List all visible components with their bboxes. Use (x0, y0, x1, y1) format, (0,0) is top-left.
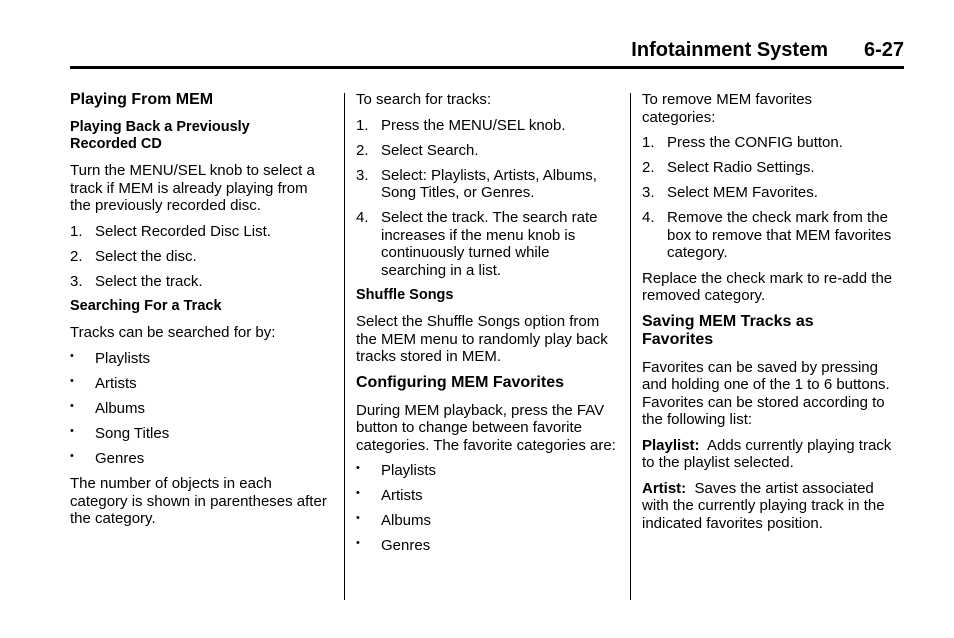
list-text: Select the track. The search rate increases if the menu knob is continuously turned while searching in a list. (381, 209, 598, 279)
definition-text: Adds currently playing track to the playlist selected. (642, 436, 892, 471)
column-2 (356, 91, 618, 563)
bullet-icon: • (70, 349, 74, 362)
list-item (70, 375, 332, 393)
list-item (70, 350, 332, 368)
list-number: 3. (70, 272, 83, 290)
definition-term: Playlist: (642, 436, 700, 454)
numbered-list (356, 117, 618, 280)
list-text: Select: Playlists, Artists, Albums, Song Titles, or Genres. (381, 166, 597, 201)
column-3 (642, 91, 904, 540)
paragraph: To remove MEM favorites categories: (642, 91, 813, 126)
list-item (70, 425, 332, 443)
list-number: 1. (642, 134, 655, 151)
bullet-icon: • (70, 449, 74, 462)
list-text: Song Titles (95, 424, 170, 442)
list-item (70, 223, 332, 241)
list-text: Remove the check mark from the box to remove that MEM favorites category. (667, 209, 892, 261)
list-text: Press the CONFIG button. (667, 134, 843, 151)
list-text: Artists (381, 487, 423, 504)
column-divider (630, 93, 631, 600)
list-number: 1. (356, 116, 369, 134)
bullet-icon: • (356, 537, 360, 549)
list-text: Albums (381, 512, 432, 529)
list-item (356, 512, 618, 530)
definition-term: Artist: (642, 479, 687, 497)
heading-configuring-favorites: Configuring MEM Favorites (356, 373, 564, 391)
numbered-list (70, 223, 332, 291)
list-number: 4. (356, 209, 369, 226)
subheading-playing-back: Playing Back a Previously Recorded CD (70, 119, 250, 152)
list-text: Playlists (381, 462, 437, 479)
definition-artist (642, 480, 904, 533)
list-item (356, 537, 618, 555)
list-number: 3. (356, 166, 369, 184)
column-divider (344, 93, 345, 600)
bullet-icon: • (356, 487, 360, 499)
column-1 (70, 91, 332, 536)
list-item (642, 184, 904, 202)
bullet-icon: • (356, 462, 360, 474)
bullet-icon: • (70, 399, 74, 412)
section-title: Infotainment System (631, 39, 828, 61)
list-text: Press the MENU/SEL knob. (381, 116, 566, 134)
paragraph: During MEM playback, press the FAV button to change between favorite categories. The favorite categories are: (356, 401, 616, 454)
list-number: 2. (356, 141, 369, 159)
list-item (70, 450, 332, 468)
list-item (642, 134, 904, 152)
paragraph: Favorites can be saved by pressing and holding one of the 1 to 6 buttons. Favorites can be stored according to the following list: (642, 358, 890, 428)
list-text: Select the track. (95, 272, 203, 290)
list-item (356, 462, 618, 480)
subheading-shuffle-songs: Shuffle Songs (356, 287, 454, 303)
list-number: 2. (642, 159, 655, 176)
list-text: Select the disc. (95, 247, 197, 265)
list-item (356, 487, 618, 505)
bullet-icon: • (70, 374, 74, 387)
list-number: 4. (642, 209, 655, 226)
numbered-list (642, 134, 904, 262)
heading-saving-favorites: Saving MEM Tracks as Favorites (642, 312, 814, 348)
paragraph: Turn the MENU/SEL knob to select a track if MEM is already playing from the previously recorded disc. (70, 162, 315, 214)
list-number: 2. (70, 247, 83, 265)
paragraph: To search for tracks: (356, 91, 492, 108)
list-text: Select Recorded Disc List. (95, 222, 271, 240)
definition-playlist (642, 437, 904, 472)
bullet-list (356, 462, 618, 555)
list-item (642, 209, 904, 262)
list-number: 3. (642, 184, 655, 201)
list-item (642, 159, 904, 177)
page-number: 6-27 (863, 39, 904, 61)
subheading-searching: Searching For a Track (70, 298, 222, 314)
list-item (70, 400, 332, 418)
list-text: Select Search. (381, 141, 479, 159)
list-text: Artists (95, 374, 137, 392)
paragraph: The number of objects in each category is shown in parentheses after the category. (70, 475, 327, 527)
heading-playing-from-mem: Playing From MEM (70, 91, 214, 108)
definition-text: Saves the artist associated with the currently playing track in the indicated favorites position. (642, 479, 885, 532)
list-text: Select Radio Settings. (667, 159, 815, 176)
list-item (356, 167, 618, 202)
bullet-icon: • (70, 424, 74, 437)
list-item (356, 142, 618, 160)
list-item (356, 117, 618, 135)
paragraph: Replace the check mark to re-add the removed category. (642, 269, 893, 304)
list-item (70, 273, 332, 291)
bullet-list (70, 350, 332, 468)
list-item (70, 248, 332, 266)
page-header (70, 36, 904, 69)
list-text: Albums (95, 399, 146, 417)
bullet-icon: • (356, 512, 360, 524)
list-text: Select MEM Favorites. (667, 184, 818, 201)
list-item (356, 209, 618, 279)
list-number: 1. (70, 222, 83, 240)
list-text: Genres (95, 449, 145, 467)
paragraph: Select the Shuffle Songs option from the MEM menu to randomly play back tracks stored in MEM. (356, 313, 608, 365)
list-text: Genres (381, 537, 431, 554)
paragraph: Tracks can be searched for by: (70, 324, 276, 341)
list-text: Playlists (95, 349, 151, 367)
